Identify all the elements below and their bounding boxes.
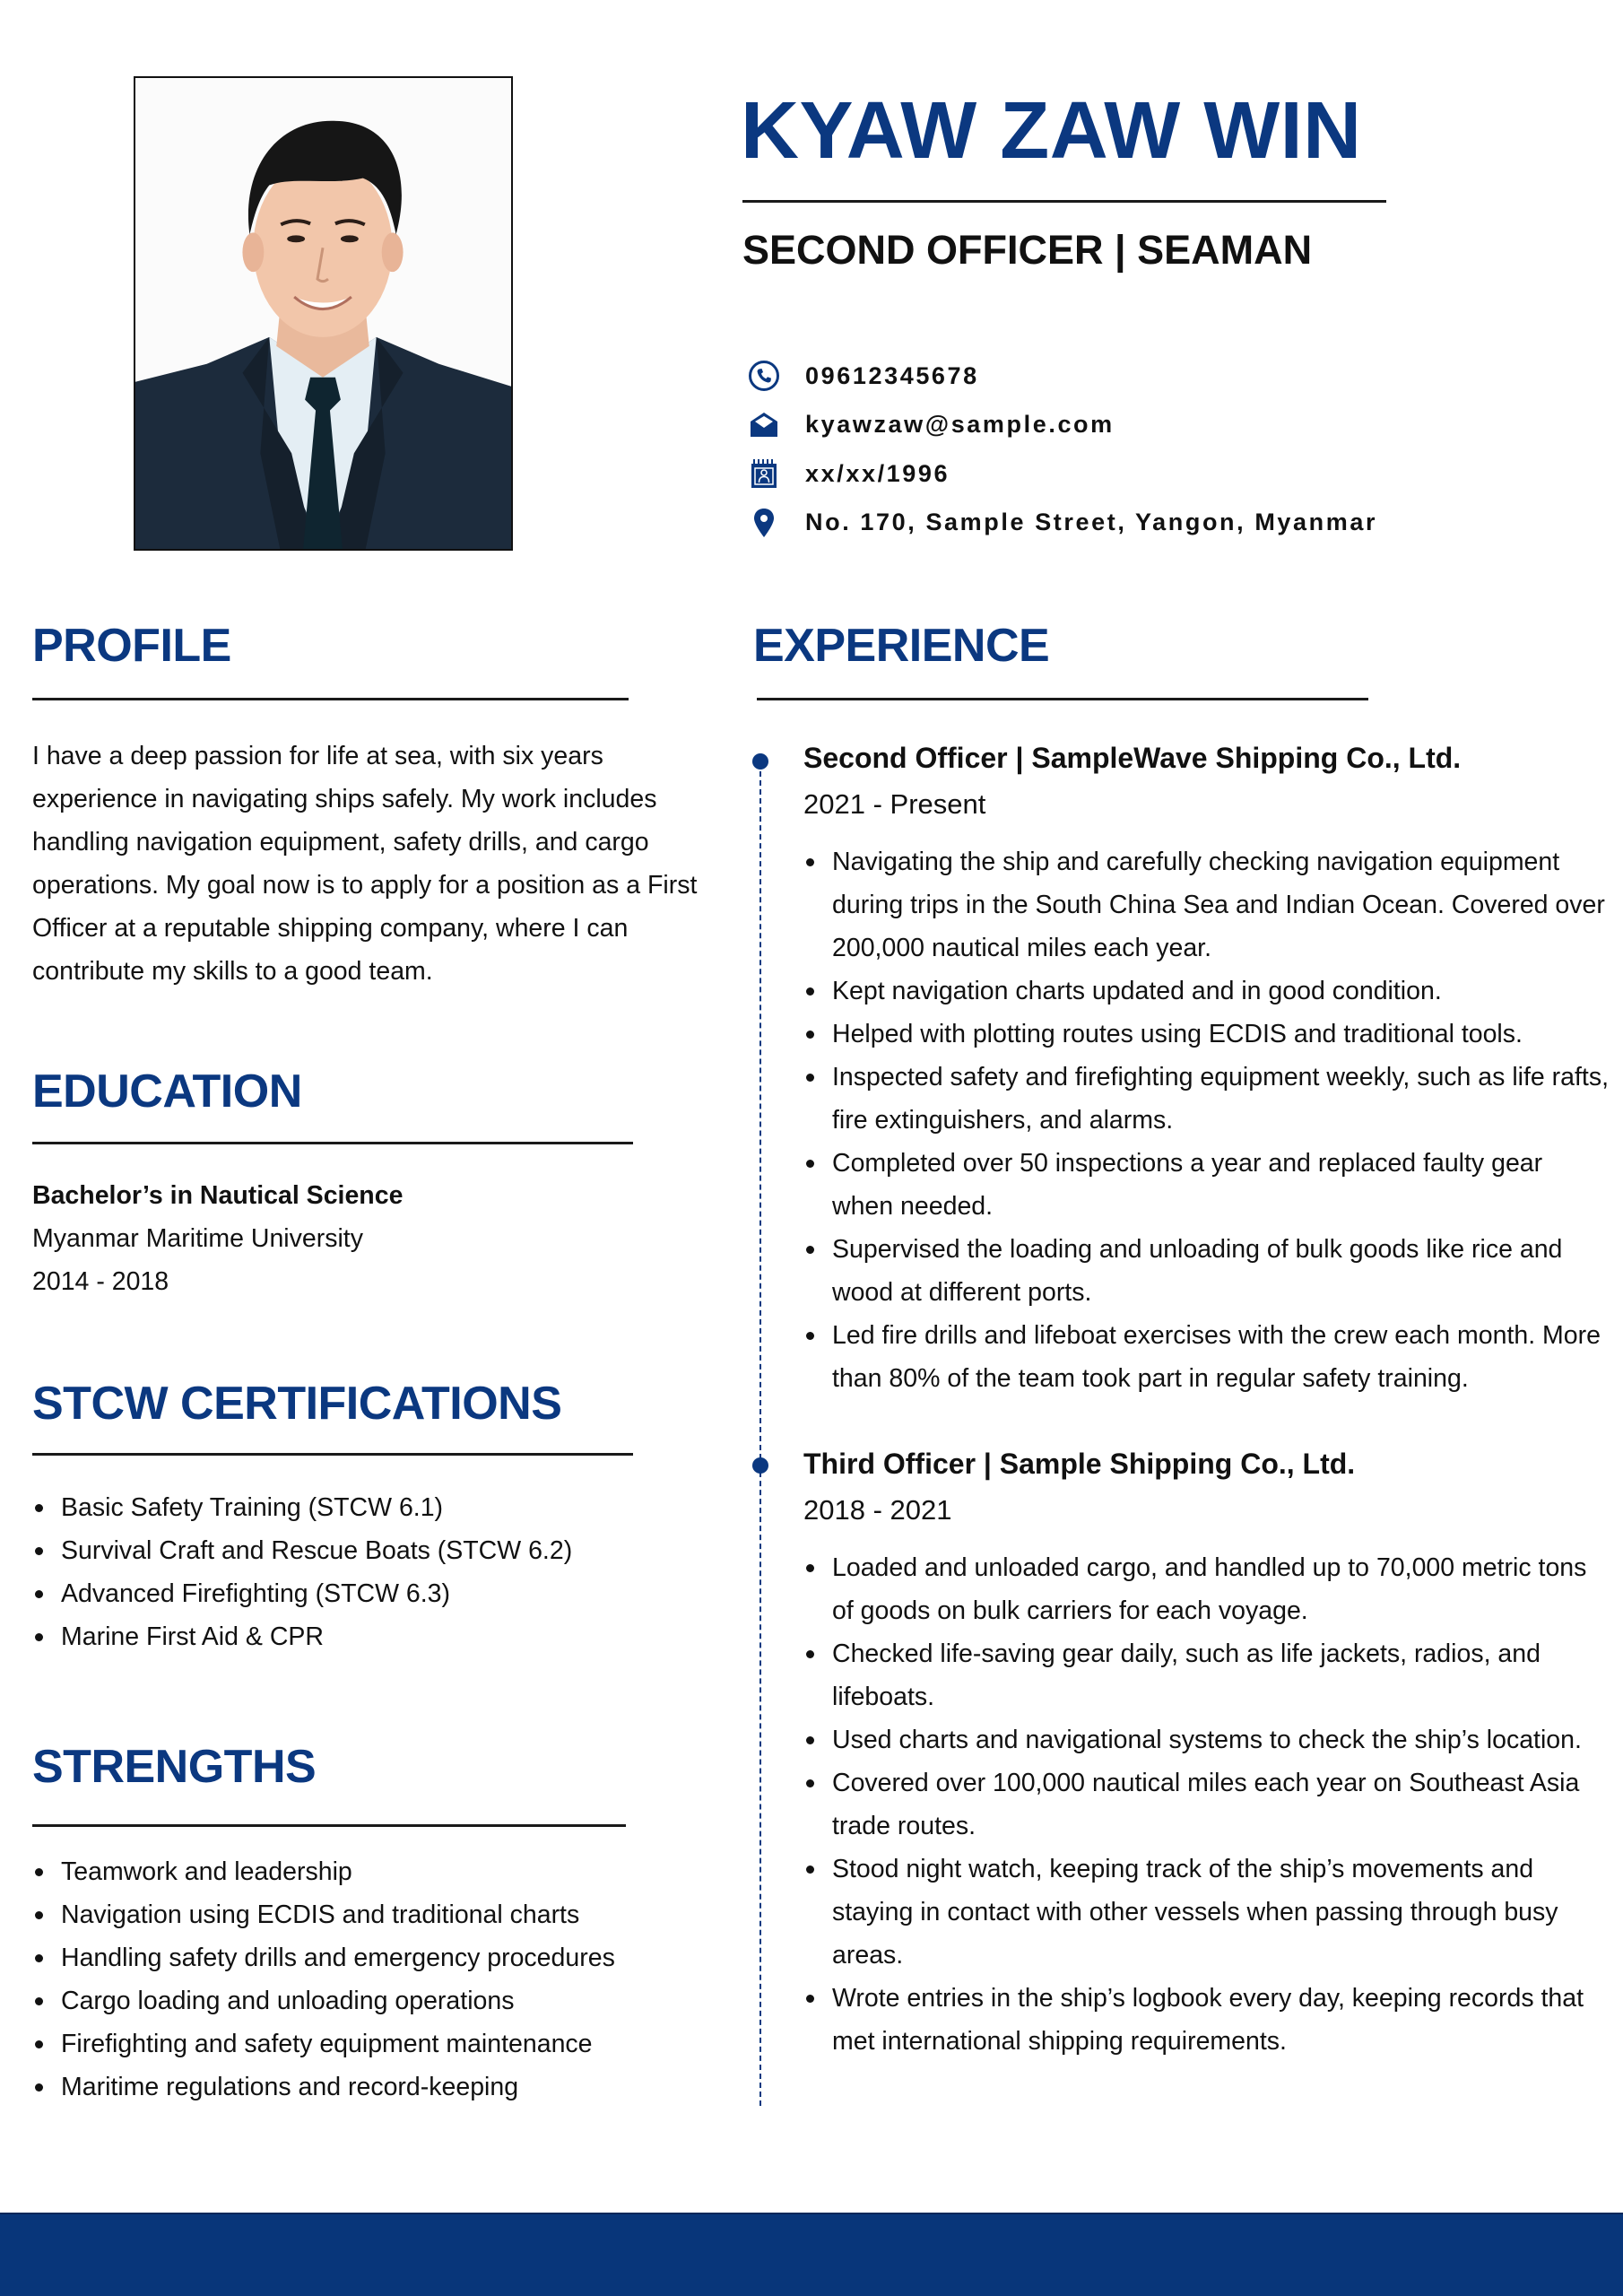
timeline-dot xyxy=(752,1457,768,1474)
certification-item: Advanced Firefighting (STCW 6.3) xyxy=(32,1572,696,1615)
job-bullet: Used charts and navigational systems to check the ship’s location. xyxy=(803,1718,1610,1761)
job-bullet: Loaded and unloaded cargo, and handled up to 70,000 metric tons of goods on bulk carriers for each voyage. xyxy=(803,1546,1610,1632)
candidate-title: SECOND OFFICER | SEAMAN xyxy=(742,227,1313,273)
job-title: Third Officer | Sample Shipping Co., Ltd. xyxy=(803,1448,1356,1480)
job-bullet: Inspected safety and firefighting equipment weekly, such as life rafts, fire extinguishers, and alarms. xyxy=(803,1056,1610,1142)
footer-band xyxy=(0,2213,1623,2296)
certifications-heading: STCW CERTIFICATIONS xyxy=(32,1378,562,1430)
strength-item: Maritime regulations and record-keeping xyxy=(32,2066,714,2109)
address: No. 170, Sample Street, Yangon, Myanmar xyxy=(805,509,1378,536)
phone-icon xyxy=(746,358,782,394)
strength-item: Teamwork and leadership xyxy=(32,1850,714,1893)
contact-address xyxy=(746,499,1377,548)
timeline-line xyxy=(759,762,761,2106)
job-bullets xyxy=(803,840,1610,1400)
job-bullet: Helped with plotting routes using ECDIS and traditional tools. xyxy=(803,1013,1610,1056)
contact-email xyxy=(746,401,1377,450)
contact-phone xyxy=(746,352,1377,401)
contact-list xyxy=(746,352,1377,547)
experience-entry xyxy=(803,735,1610,1400)
job-bullet: Kept navigation charts updated and in good condition. xyxy=(803,970,1610,1013)
job-bullet: Completed over 50 inspections a year and replaced faulty gear when needed. xyxy=(803,1142,1610,1228)
job-bullets xyxy=(803,1546,1610,2063)
certification-item: Marine First Aid & CPR xyxy=(32,1615,696,1658)
birthdate: xx/xx/1996 xyxy=(805,459,950,487)
strength-item: Cargo loading and unloading operations xyxy=(32,1979,714,2022)
job-bullet: Supervised the loading and unloading of bulk goods like rice and wood at different ports. xyxy=(803,1228,1610,1314)
education-entry xyxy=(32,1174,696,1303)
envelope-icon xyxy=(746,407,782,443)
strengths-divider xyxy=(32,1824,626,1827)
certification-item: Basic Safety Training (STCW 6.1) xyxy=(32,1486,696,1529)
strength-item: Handling safety drills and emergency procedures xyxy=(32,1936,714,1979)
job-bullet: Navigating the ship and carefully checking navigation equipment during trips in the South China Sea and Indian Ocean. Covered over 200,000 nautical miles each year. xyxy=(803,840,1610,970)
job-bullet: Stood night watch, keeping track of the ship’s movements and staying in contact with other vessels when passing through busy areas. xyxy=(803,1848,1610,1977)
profile-summary: I have a deep passion for life at sea, with six years experience in navigating ships safely. My work includes handling navigation equipment, safety drills, and cargo operations. My goal now is to apply for a position as a First Officer at a reputable shipping company, where I can contribute my skills to a good team. xyxy=(32,742,698,986)
phone-number[interactable]: 09612345678 xyxy=(805,361,979,389)
strengths-heading: STRENGTHS xyxy=(32,1741,317,1793)
certifications-divider xyxy=(32,1453,633,1456)
name-divider xyxy=(742,200,1386,203)
job-bullet: Led fire drills and lifeboat exercises with the crew each month. More than 80% of the team took part in regular safety training. xyxy=(803,1314,1610,1400)
job-title: Second Officer | SampleWave Shipping Co., Ltd. xyxy=(803,742,1462,774)
education-degree: Bachelor’s in Nautical Science xyxy=(32,1181,404,1210)
calendar-person-icon xyxy=(746,456,782,491)
profile-divider xyxy=(32,698,629,700)
timeline-dot xyxy=(752,753,768,770)
job-dates: 2018 - 2021 xyxy=(803,1494,952,1526)
profile-heading: PROFILE xyxy=(32,620,231,672)
education-divider xyxy=(32,1142,633,1144)
education-heading: EDUCATION xyxy=(32,1065,302,1118)
experience-divider xyxy=(757,698,1368,700)
job-bullet: Checked life-saving gear daily, such as life jackets, radios, and lifeboats. xyxy=(803,1632,1610,1718)
strength-item: Navigation using ECDIS and traditional charts xyxy=(32,1893,714,1936)
contact-birthdate xyxy=(746,449,1377,499)
experience-heading: EXPERIENCE xyxy=(753,620,1050,672)
job-bullet: Wrote entries in the ship’s logbook every day, keeping records that met international shipping requirements. xyxy=(803,1977,1610,2063)
map-pin-icon xyxy=(746,505,782,541)
education-school: Myanmar Maritime University xyxy=(32,1224,363,1253)
strength-item: Firefighting and safety equipment maintenance xyxy=(32,2022,714,2066)
email-address[interactable]: kyawzaw@sample.com xyxy=(805,411,1115,439)
certification-item: Survival Craft and Rescue Boats (STCW 6.2) xyxy=(32,1529,696,1572)
education-years: 2014 - 2018 xyxy=(32,1267,169,1296)
job-bullet: Covered over 100,000 nautical miles each year on Southeast Asia trade routes. xyxy=(803,1761,1610,1848)
portrait-image xyxy=(135,78,511,549)
experience-entry xyxy=(803,1440,1610,2063)
certifications-list xyxy=(32,1486,696,1658)
job-dates: 2021 - Present xyxy=(803,788,986,820)
candidate-name: KYAW ZAW WIN xyxy=(741,86,1362,176)
strengths-list xyxy=(32,1850,714,2109)
profile-photo xyxy=(134,76,513,551)
